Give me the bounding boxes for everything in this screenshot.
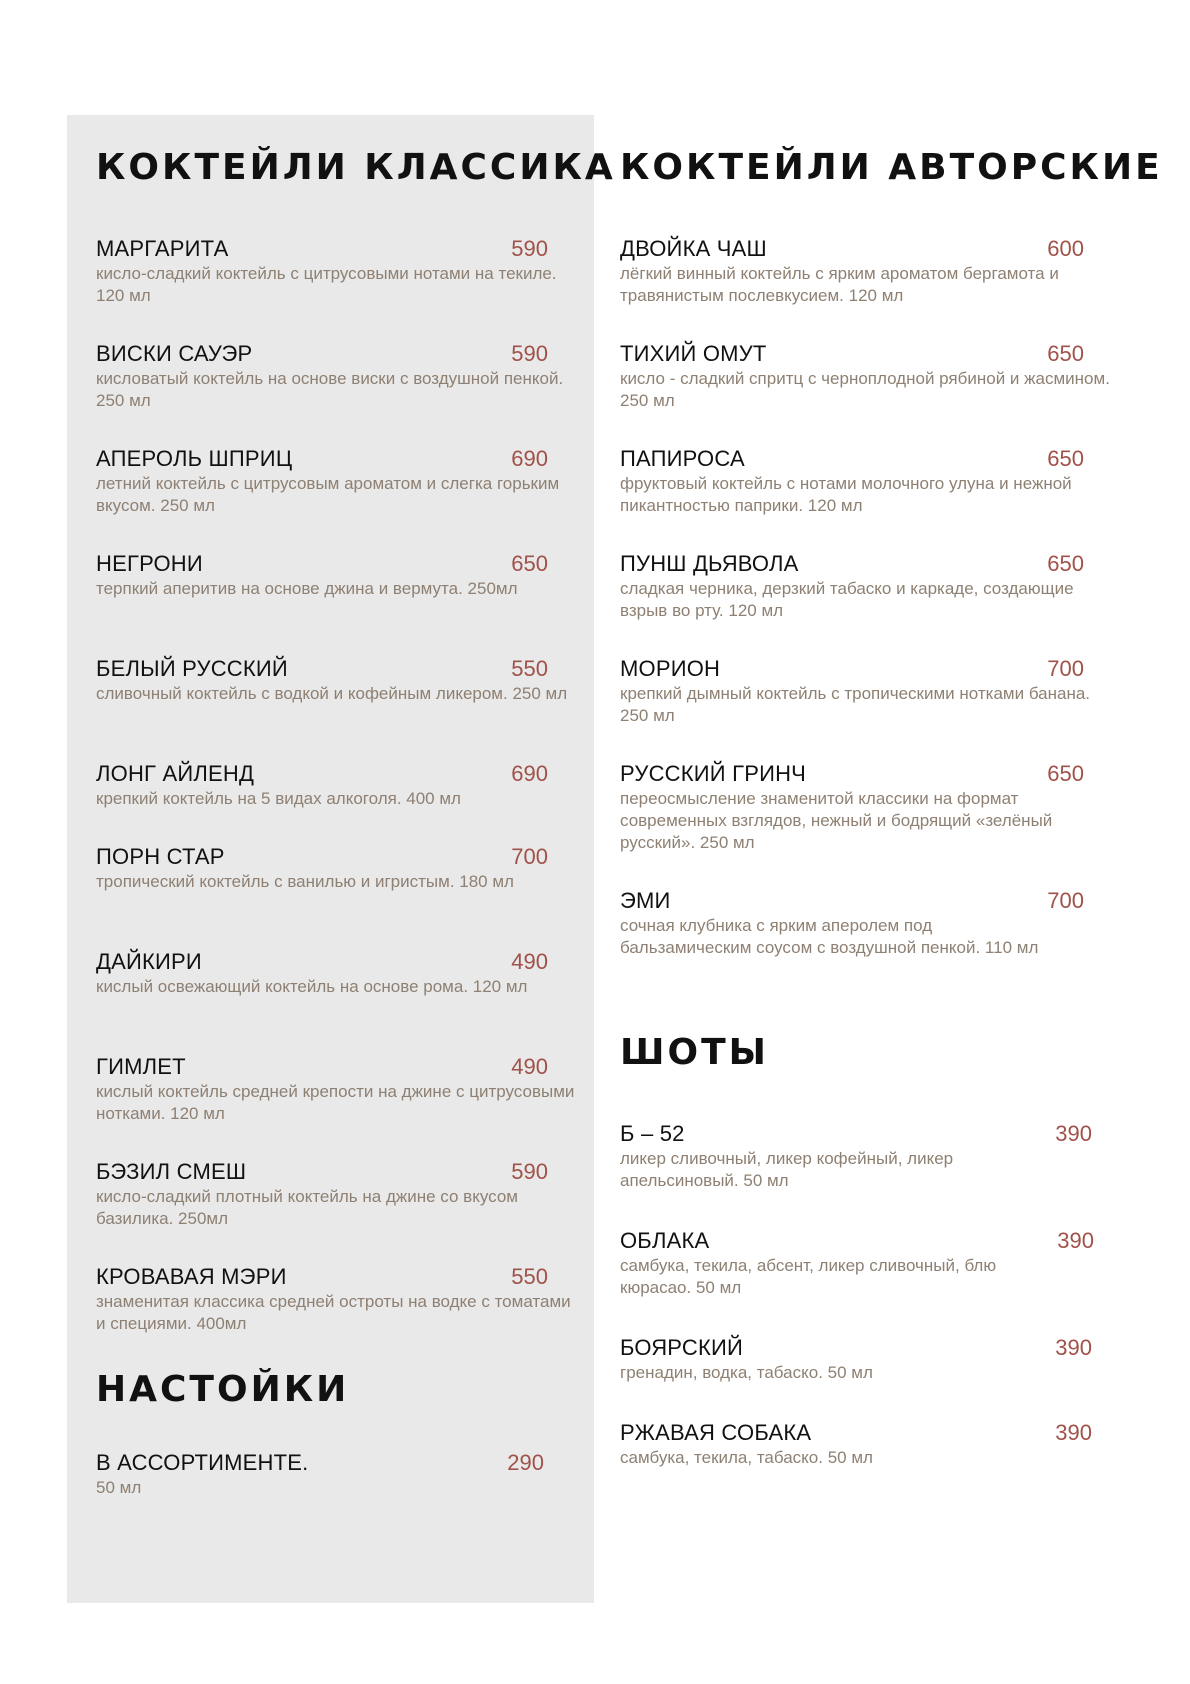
item-price: 390 <box>1055 1335 1092 1360</box>
item-description: сливочный коктейль с водкой и кофейным ликером. 250 мл <box>96 684 568 703</box>
menu-item <box>96 761 581 844</box>
menu-item <box>620 656 1120 761</box>
item-price: 490 <box>511 1054 548 1079</box>
item-price: 390 <box>1057 1228 1094 1253</box>
item-name: МАРГАРИТА <box>96 236 229 261</box>
menu-item <box>96 656 581 761</box>
item-price: 690 <box>511 761 548 786</box>
item-price: 590 <box>511 236 548 261</box>
item-price: 390 <box>1055 1420 1092 1445</box>
left-column <box>96 146 616 1499</box>
item-name: БЕЛЫЙ РУССКИЙ <box>96 656 288 681</box>
item-name: ДАЙКИРИ <box>96 949 202 974</box>
menu-item <box>620 888 1120 1031</box>
item-description: кисло-сладкий коктейль с цитрусовыми нотами на текиле. 120 мл <box>96 264 557 305</box>
item-name: ОБЛАКА <box>620 1228 710 1253</box>
item-description: крепкий дымный коктейль с тропическими нотками банана. 250 мл <box>620 684 1091 725</box>
menu-item <box>96 551 581 656</box>
item-description: фруктовый коктейль с нотами молочного улуна и нежной пикантностью паприки. 120 мл <box>620 474 1072 515</box>
shots-title: ШОТЫ <box>620 1032 769 1073</box>
item-description: 50 мл <box>96 1478 142 1497</box>
item-name: В АССОРТИМЕНТЕ. <box>96 1450 309 1475</box>
item-price: 590 <box>511 341 548 366</box>
menu-item <box>96 341 581 446</box>
shots-list <box>620 1121 1120 1469</box>
menu-item <box>96 1054 581 1159</box>
item-name: ЭМИ <box>620 888 671 913</box>
item-name: ПАПИРОСА <box>620 446 745 471</box>
item-name: БЭЗИЛ СМЕШ <box>96 1159 247 1184</box>
item-price: 650 <box>1047 551 1084 576</box>
item-description: крепкий коктейль на 5 видах алкоголя. 400 мл <box>96 789 461 808</box>
item-name: ДВОЙКА ЧАШ <box>620 236 767 261</box>
item-name: КРОВАВАЯ МЭРИ <box>96 1264 287 1289</box>
item-description: тропический коктейль с ванилью и игристым. 180 мл <box>96 872 514 891</box>
nastoyki-title: НАСТОЙКИ <box>96 1369 350 1410</box>
item-price: 550 <box>511 656 548 681</box>
menu-item <box>96 844 581 949</box>
item-price: 650 <box>1047 341 1084 366</box>
item-name: ПОРН СТАР <box>96 844 225 869</box>
author-cocktails-list <box>620 236 1120 1031</box>
item-description: переосмысление знаменитой классики на формат современных взглядов, нежный и бодрящий «зелёный русский». 250 мл <box>620 789 1053 852</box>
item-name: МОРИОН <box>620 656 721 681</box>
menu-item <box>620 1420 1120 1469</box>
classic-cocktails-title: КОКТЕЙЛИ КЛАССИКА <box>96 147 616 188</box>
menu-item <box>620 1228 1120 1335</box>
item-name: ТИХИЙ ОМУТ <box>620 341 767 366</box>
item-price: 700 <box>1047 888 1084 913</box>
item-name: ГИМЛЕТ <box>96 1054 186 1079</box>
item-description: самбука, текила, абсент, ликер сливочный, блю кюрасао. 50 мл <box>620 1256 997 1297</box>
menu-item <box>96 949 581 1054</box>
item-description: летний коктейль с цитрусовым ароматом и слегка горьким вкусом. 250 мл <box>96 474 560 515</box>
item-description: кисло-сладкий плотный коктейль на джине со вкусом базилика. 250мл <box>96 1187 518 1228</box>
item-description: кисло - сладкий спритц с черноплодной рябиной и жасмином. 250 мл <box>620 369 1110 410</box>
item-description: лёгкий винный коктейль с ярким ароматом бергамота и травянистым послевкусием. 120 мл <box>620 264 1059 305</box>
item-name: НЕГРОНИ <box>96 551 203 576</box>
menu-item <box>620 1335 1120 1420</box>
item-description: самбука, текила, табаско. 50 мл <box>620 1448 873 1467</box>
item-name: РЖАВАЯ СОБАКА <box>620 1420 812 1445</box>
item-description: сочная клубника с ярким аперолем под бальзамическим соусом с воздушной пенкой. 110 мл <box>620 916 1039 957</box>
item-price: 650 <box>1047 446 1084 471</box>
item-description: кислый коктейль средней крепости на джине с цитрусовыми нотками. 120 мл <box>96 1082 575 1123</box>
item-price: 490 <box>511 949 548 974</box>
menu-item <box>96 1264 581 1368</box>
author-cocktails-title: КОКТЕЙЛИ АВТОРСКИЕ <box>620 147 1163 188</box>
menu-item <box>620 1121 1120 1228</box>
menu-item <box>620 446 1120 551</box>
menu-item <box>620 551 1120 656</box>
menu-item <box>620 761 1120 888</box>
item-price: 700 <box>1047 656 1084 681</box>
item-description: кислый освежающий коктейль на основе рома. 120 мл <box>96 977 528 996</box>
menu-item <box>620 236 1120 341</box>
item-name: ЛОНГ АЙЛЕНД <box>96 761 255 786</box>
item-name: ПУНШ ДЬЯВОЛА <box>620 551 799 576</box>
item-name: РУССКИЙ ГРИНЧ <box>620 761 807 786</box>
item-description: знаменитая классика средней остроты на водке с томатами и специями. 400мл <box>96 1292 571 1333</box>
item-description: ликер сливочный, ликер кофейный, ликер апельсиновый. 50 мл <box>620 1149 954 1190</box>
item-price: 650 <box>1047 761 1084 786</box>
right-column <box>620 146 1163 1469</box>
item-price: 290 <box>507 1450 544 1475</box>
item-name: БОЯРСКИЙ <box>620 1335 744 1360</box>
item-description: терпкий аперитив на основе джина и вермута. 250мл <box>96 579 518 598</box>
item-price: 650 <box>511 551 548 576</box>
item-price: 550 <box>511 1264 548 1289</box>
menu-item <box>96 1450 581 1499</box>
classic-cocktails-list <box>96 236 581 1368</box>
menu-item <box>620 341 1120 446</box>
item-price: 600 <box>1047 236 1084 261</box>
item-price: 590 <box>511 1159 548 1184</box>
item-price: 690 <box>511 446 548 471</box>
item-price: 700 <box>511 844 548 869</box>
item-name: АПЕРОЛЬ ШПРИЦ <box>96 446 293 471</box>
item-name: ВИСКИ САУЭР <box>96 341 253 366</box>
item-price: 390 <box>1055 1121 1092 1146</box>
menu-item <box>96 1159 581 1264</box>
item-description: кисловатый коктейль на основе виски с воздушной пенкой. 250 мл <box>96 369 564 410</box>
item-name: Б – 52 <box>620 1121 685 1146</box>
nastoyki-list <box>96 1450 581 1499</box>
menu-item <box>96 236 581 341</box>
item-description: сладкая черника, дерзкий табаско и каркаде, создающие взрыв во рту. 120 мл <box>620 579 1074 620</box>
item-description: гренадин, водка, табаско. 50 мл <box>620 1363 873 1382</box>
menu-item <box>96 446 581 551</box>
